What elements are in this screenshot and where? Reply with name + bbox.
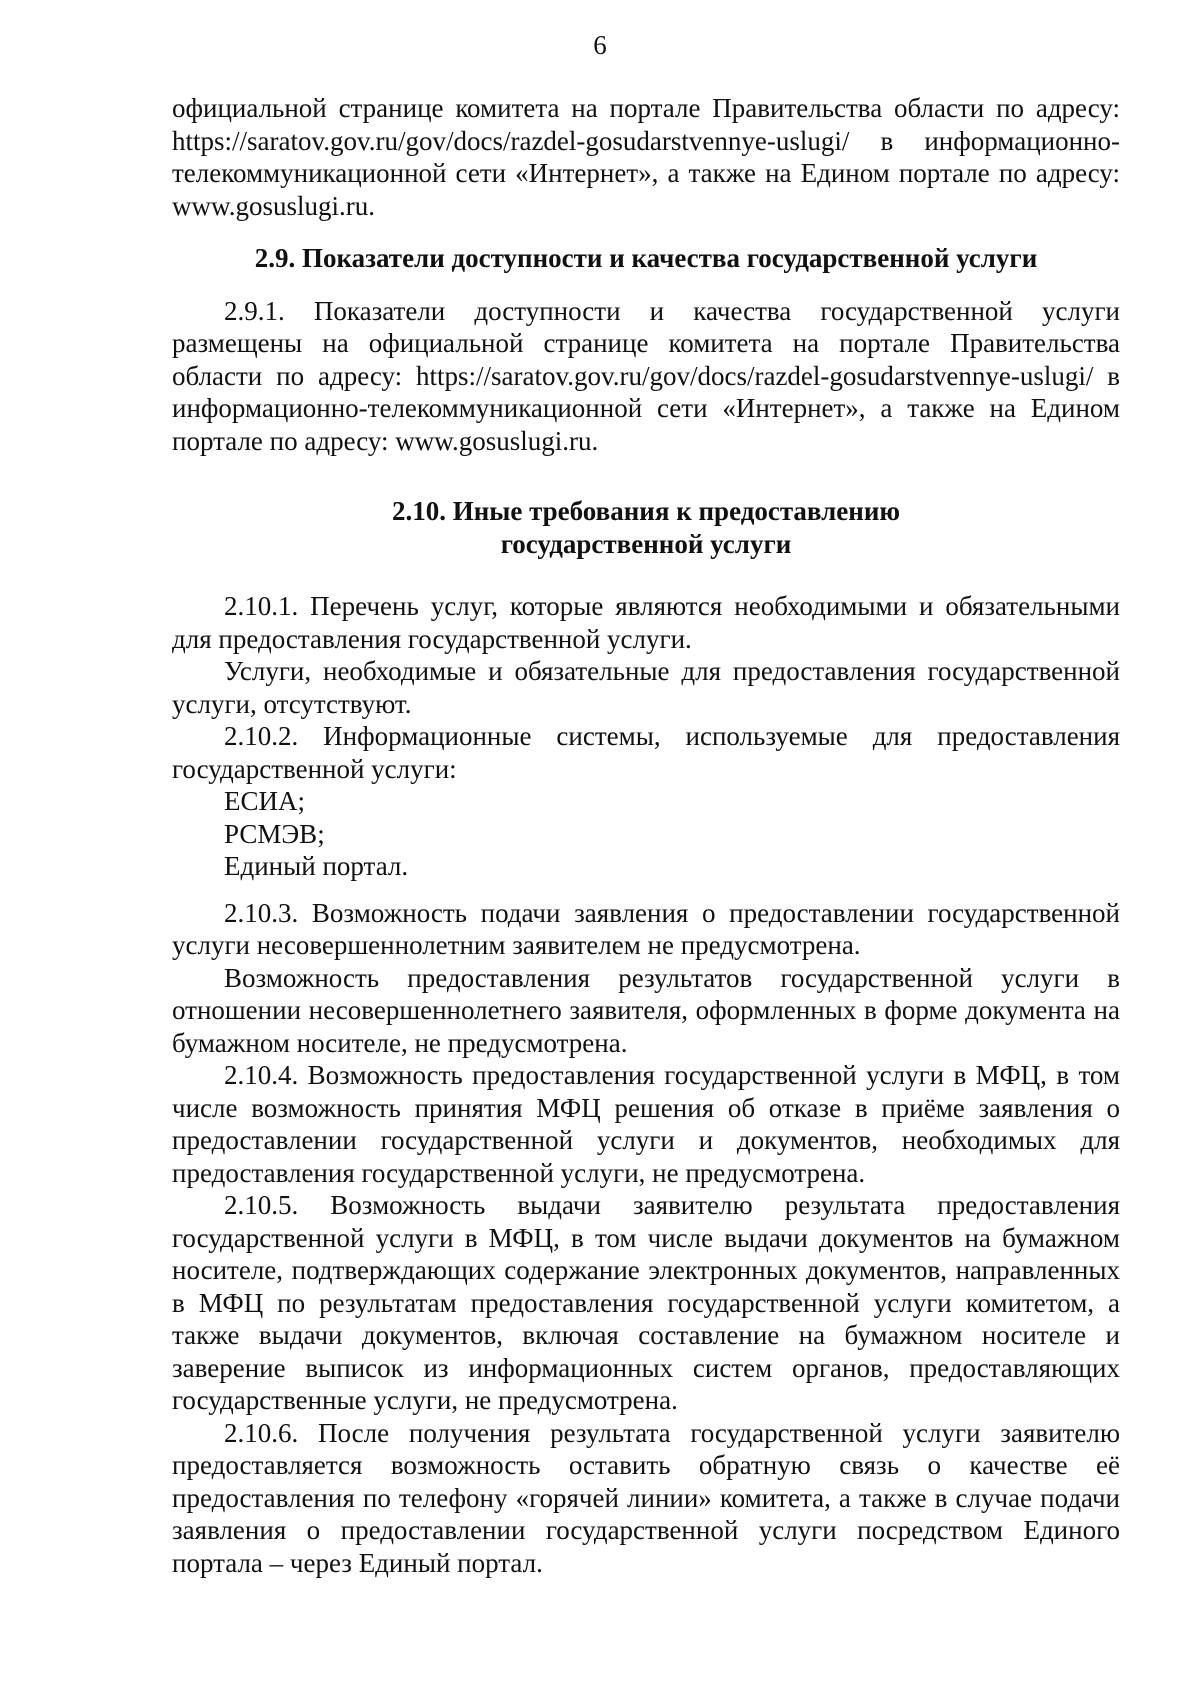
paragraph-2-10-5: 2.10.5. Возможность выдачи заявителю результата предоставления государственной услуги в МФЦ, в том числе выдачи документов на бумажном носителе, подтверждающих содержание электронных документов, направленных в МФЦ по результатам предоставления государственной услуги комитетом, а также выдачи документов, включая составление на бумажном носителе и заверение выписок из информационных систем органов, предоставляющих государственные услуги, не предусмотрена. <box>172 1190 1120 1415</box>
list-item: ЕСИА; <box>224 786 305 816</box>
intro-paragraph: официальной странице комитета на портале Правительства области по адресу: https://saratov.gov.ru/gov/docs/razdel-gosudarstvennye-uslugi/ в информационно-телекоммуникационной сети «Интернет», а также на Едином портале по адресу: www.gosuslugi.ru. <box>172 93 1120 221</box>
section-heading-2-10 <box>172 495 1120 560</box>
paragraph-2-9-1: 2.9.1. Показатели доступности и качества государственной услуги размещены на официальной странице комитета на портале Правительства области по адресу: https://saratov.gov.ru/gov/docs/razdel-gosudarstvennye-uslugi/ в информационно-телекоммуникационной сети «Интернет», а также на Едином портале по адресу: www.gosuslugi.ru. <box>172 295 1120 456</box>
paragraph-2-10-2: 2.10.2. Информационные системы, используемые для предоставления государственной услуги: <box>172 721 1120 784</box>
document-body <box>172 92 1120 1579</box>
information-systems-list <box>172 785 1120 883</box>
list-item: Единый портал. <box>224 851 409 881</box>
paragraph-2-10-3: 2.10.3. Возможность подачи заявления о предоставлении государственной услуги несовершеннолетним заявителем не предусмотрена. <box>172 897 1120 960</box>
paragraph-2-10-3-results: Возможность предоставления результатов государственной услуги в отношении несовершеннолетнего заявителя, оформленных в форме документа на бумажном носителе, не предусмотрена. <box>172 962 1120 1058</box>
list-item: РСМЭВ; <box>224 818 325 849</box>
paragraph-2-10-1: 2.10.1. Перечень услуг, которые являются необходимыми и обязательными для предоставления государственной услуги. <box>172 591 1120 654</box>
paragraph-2-10-6: 2.10.6. После получения результата государственной услуги заявителю предоставляется возможность оставить обратную связь о качестве её предоставления по телефону «горячей линии» комитета, а также в случае подачи заявления о предоставлении государственной услуги посредством Единого портала – через Единый портал. <box>172 1417 1120 1578</box>
section-heading-2-10-line1: 2.10. Иные требования к предоставлению <box>391 496 901 526</box>
page-number: 6 <box>593 30 607 60</box>
section-heading-2-10-line2: государственной услуги <box>500 528 792 559</box>
paragraph-2-10-1-services: Услуги, необходимые и обязательные для предоставления государственной услуги, отсутствуют. <box>172 656 1120 719</box>
paragraph-2-10-4: 2.10.4. Возможность предоставления государственной услуги в МФЦ, в том числе возможность принятия МФЦ решения об отказе в приёме заявления о предоставлении государственной услуги и документов, необходимых для предоставления государственной услуги, не предусмотрена. <box>172 1060 1120 1188</box>
section-heading-2-9: 2.9. Показатели доступности и качества государственной услуги <box>254 243 1038 273</box>
